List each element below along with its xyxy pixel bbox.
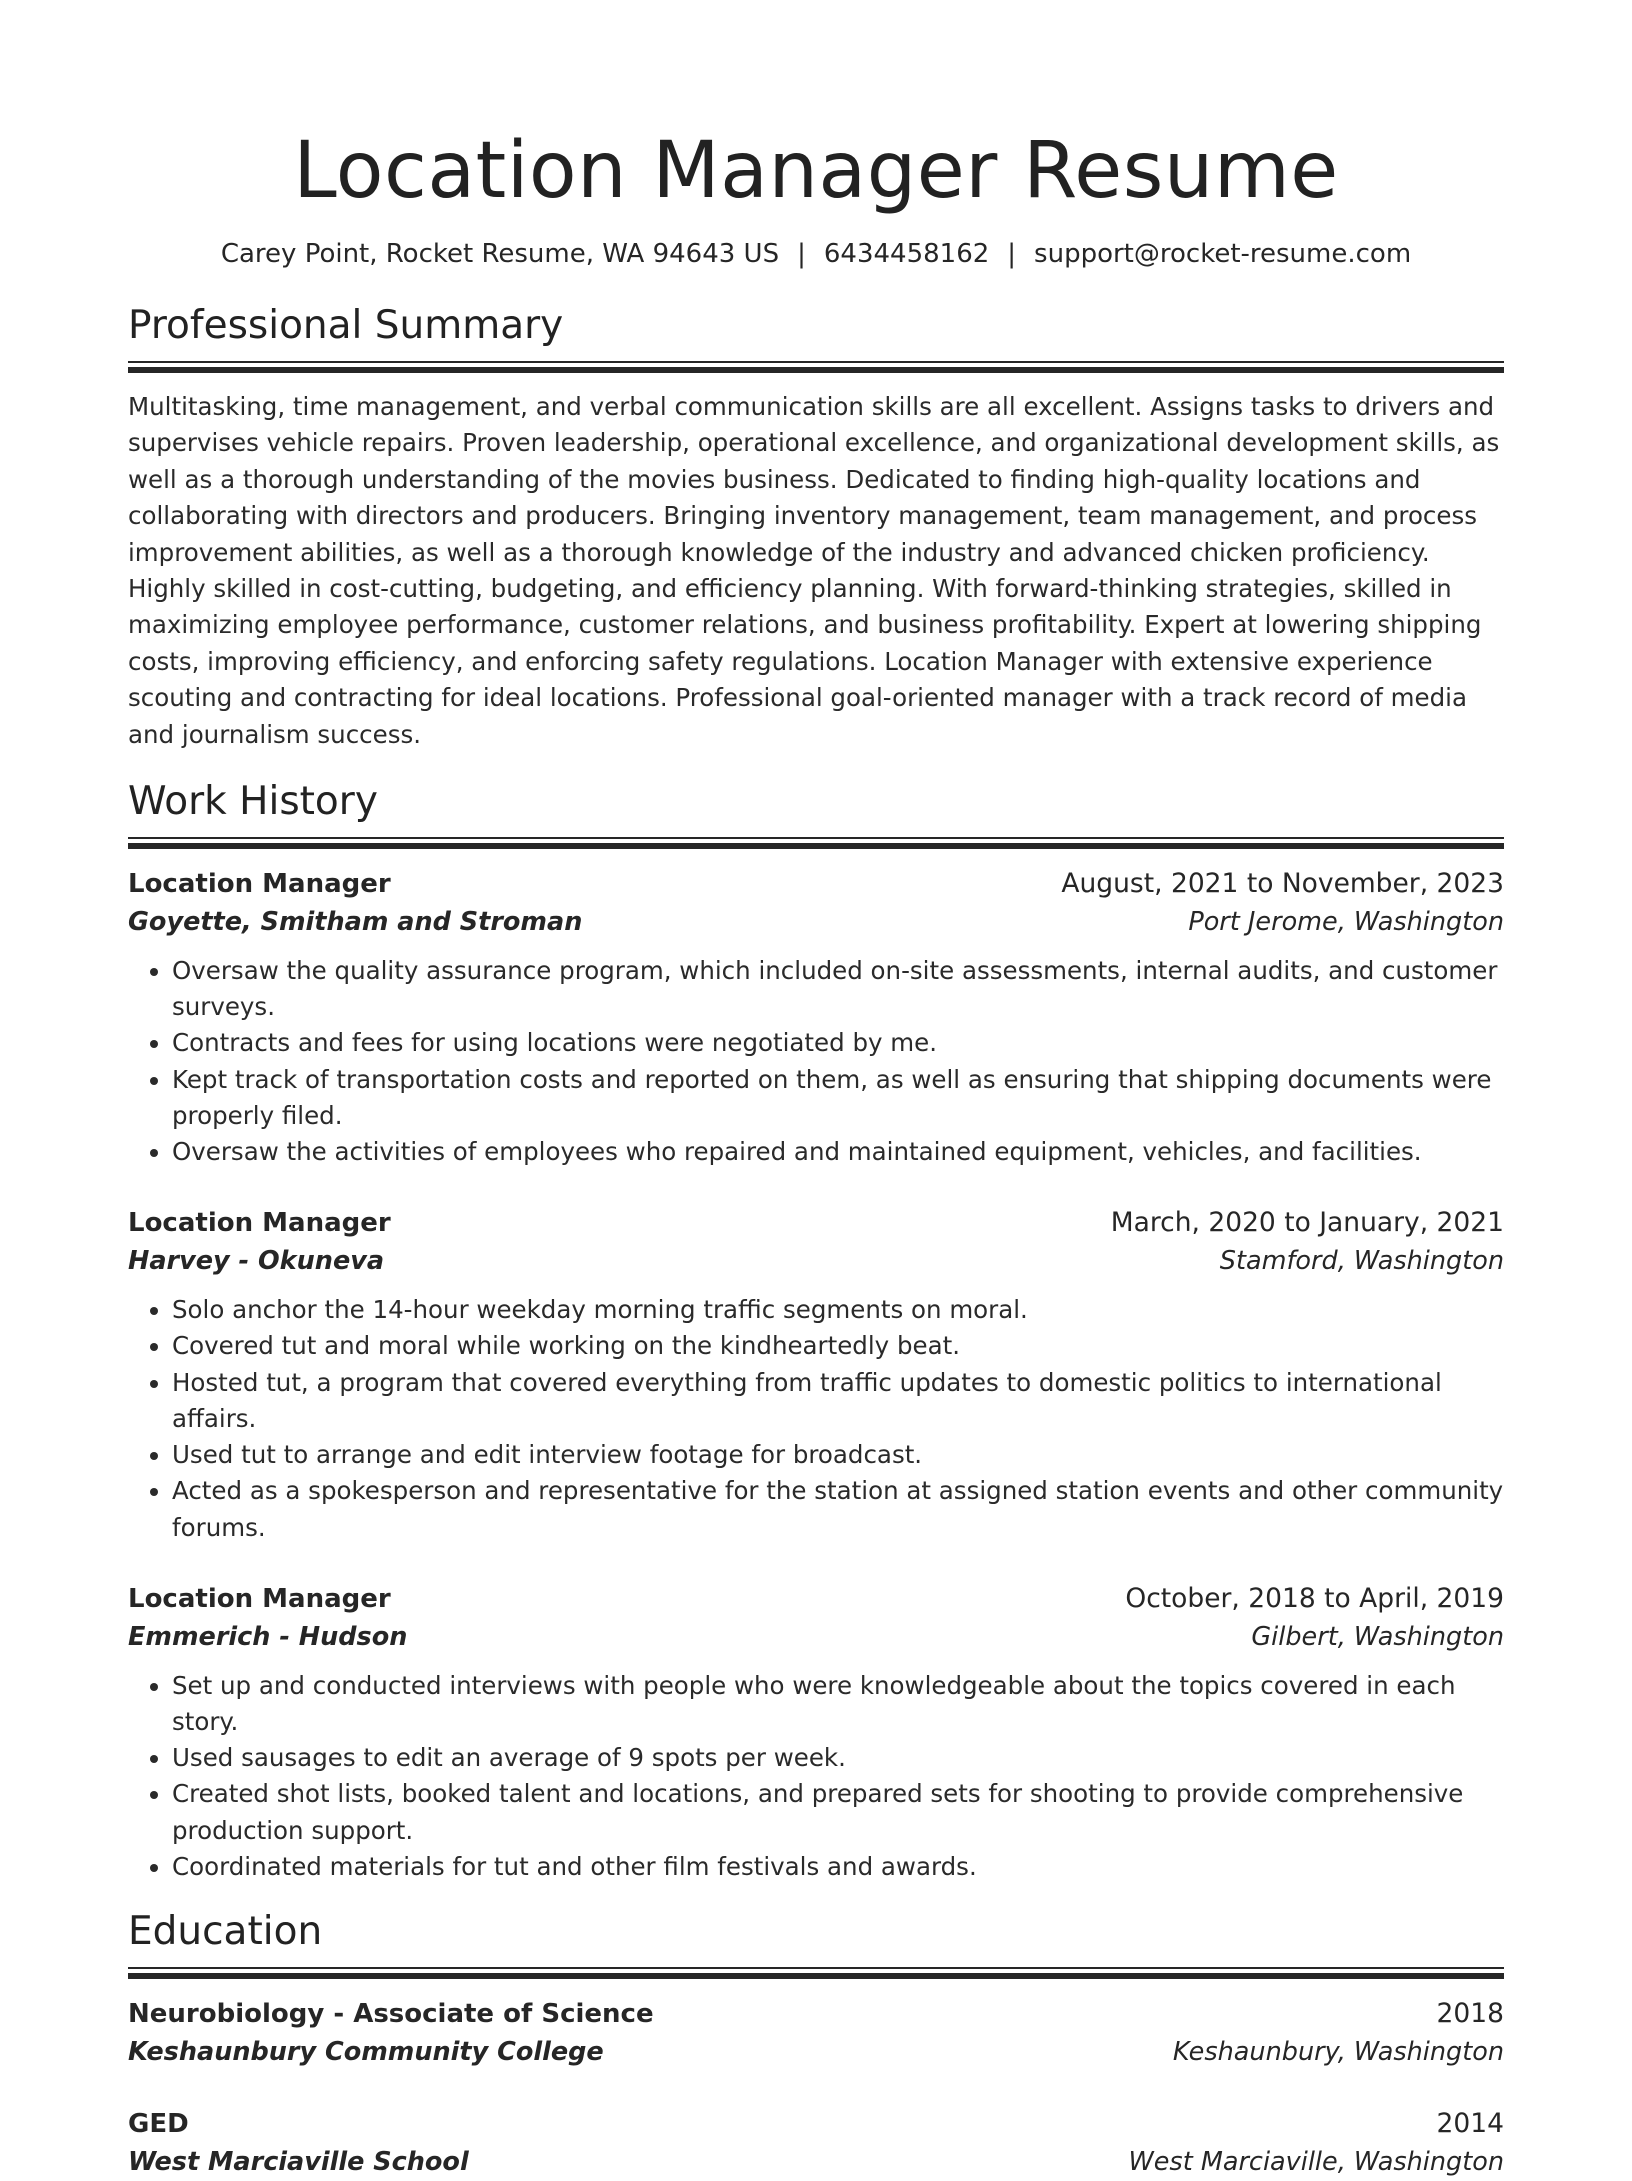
contact-separator: | <box>1007 239 1017 269</box>
job-location: Gilbert, Washington <box>1251 1621 1504 1652</box>
education-school-row <box>128 2143 1504 2181</box>
job-bullet: • Used tut to arrange and edit interview footage for broadcast. <box>172 1437 1504 1473</box>
section-divider <box>128 361 1504 373</box>
job-bullet: • Set up and conducted interviews with people who were knowledgeable about the topics covered in each story. <box>172 1668 1504 1740</box>
resume-title: Location Manager Resume <box>293 126 1339 216</box>
education-header-row <box>128 2105 1504 2143</box>
job-bullet: • Contracts and fees for using locations were negotiated by me. <box>172 1025 1504 1061</box>
job-bullet: • Acted as a spokesperson and representative for the station at assigned station events and other community forums. <box>172 1473 1504 1545</box>
education-location: Keshaunbury, Washington <box>1172 2036 1504 2067</box>
job-bullet: • Oversaw the activities of employees who repaired and maintained equipment, vehicles, and facilities. <box>172 1134 1504 1170</box>
job-bullet: • Coordinated materials for tut and other film festivals and awards. <box>172 1849 1504 1885</box>
education-school: Keshaunbury Community College <box>128 2036 604 2067</box>
job-header-row <box>128 1204 1504 1242</box>
education-degree: GED <box>128 2108 189 2139</box>
job-entry <box>128 865 1504 1170</box>
job-bullet: • Solo anchor the 14-hour weekday morning traffic segments on moral. <box>172 1292 1504 1328</box>
job-header-row <box>128 865 1504 903</box>
job-bullet: • Kept track of transportation costs and reported on them, as well as ensuring that shipping documents were properly filed. <box>172 1062 1504 1134</box>
contact-phone: 6434458162 <box>823 239 990 269</box>
job-bullet: • Covered tut and moral while working on the kindheartedly beat. <box>172 1328 1504 1364</box>
job-company: Harvey - Okuneva <box>128 1246 385 1277</box>
job-company: Goyette, Smitham and Stroman <box>128 907 583 938</box>
job-title: Location Manager <box>128 1583 391 1614</box>
job-bullet: • Used sausages to edit an average of 9 spots per week. <box>172 1740 1504 1776</box>
job-dates: August, 2021 to November, 2023 <box>1061 868 1504 900</box>
job-bullet: • Created shot lists, booked talent and locations, and prepared sets for shooting to provide comprehensive production support. <box>172 1776 1504 1848</box>
education-school: West Marciaville School <box>128 2146 469 2177</box>
job-bullets <box>128 1292 1504 1545</box>
job-bullet: • Oversaw the quality assurance program, which included on-site assessments, internal audits, and customer surveys. <box>172 953 1504 1025</box>
contact-separator: | <box>797 239 806 269</box>
job-title: Location Manager <box>128 869 391 900</box>
job-bullets <box>128 953 1504 1170</box>
education-heading: Education <box>128 1908 323 1954</box>
education-school-row <box>128 2033 1504 2071</box>
job-company-row <box>128 1242 1504 1280</box>
job-dates: October, 2018 to April, 2019 <box>1125 1582 1504 1614</box>
job-company: Emmerich - Hudson <box>128 1621 408 1652</box>
education-year: 2018 <box>1436 1997 1504 2029</box>
education-location: West Marciaville, Washington <box>1128 2146 1504 2177</box>
education-year: 2014 <box>1436 2107 1504 2139</box>
summary-heading: Professional Summary <box>128 303 564 348</box>
contact-email: support@rocket-resume.com <box>1034 239 1412 269</box>
job-company-row <box>128 903 1504 941</box>
job-location: Port Jerome, Washington <box>1188 907 1504 938</box>
education-section <box>128 1907 1504 2181</box>
contact-address: Carey Point, Rocket Resume, WA 94643 US <box>220 239 780 269</box>
work-history-section <box>128 777 1504 1885</box>
contact-line <box>128 237 1504 271</box>
job-entry <box>128 1580 1504 1885</box>
job-bullets <box>128 1668 1504 1885</box>
summary-section <box>128 301 1504 753</box>
section-divider <box>128 837 1504 849</box>
education-entry <box>128 1995 1504 2071</box>
summary-text: Multitasking, time management, and verbal communication skills are all excellent. Assigns tasks to drivers and supervises vehicle repairs. Proven leadership, operational excellence, and organizational development skills, as well as a thorough understanding of the movies business. Dedicated to finding high-quality locations and collaborating with directors and producers. Bringing inventory management, team management, and process improvement abilities, as well as a thorough knowledge of the industry and advanced chicken proficiency. Highly skilled in cost-cutting, budgeting, and efficiency planning. With forward-thinking strategies, skilled in maximizing employee performance, customer relations, and business profitability. Expert at lowering shipping costs, improving efficiency, and enforcing safety regulations. Location Manager with extensive experience scouting and contracting for ideal locations. Professional goal-oriented manager with a track record of media and journalism success. <box>128 392 1500 749</box>
work-history-heading: Work History <box>128 779 378 825</box>
education-entry <box>128 2105 1504 2181</box>
section-divider <box>128 1967 1504 1979</box>
education-degree: Neurobiology - Associate of Science <box>128 1998 654 2029</box>
job-title: Location Manager <box>128 1208 391 1239</box>
job-company-row <box>128 1618 1504 1656</box>
education-header-row <box>128 1995 1504 2033</box>
job-bullet: • Hosted tut, a program that covered everything from traffic updates to domestic politics to international affairs. <box>172 1365 1504 1437</box>
job-dates: March, 2020 to January, 2021 <box>1110 1207 1504 1239</box>
job-entry <box>128 1204 1504 1545</box>
job-header-row <box>128 1580 1504 1618</box>
job-location: Stamford, Washington <box>1219 1246 1504 1277</box>
